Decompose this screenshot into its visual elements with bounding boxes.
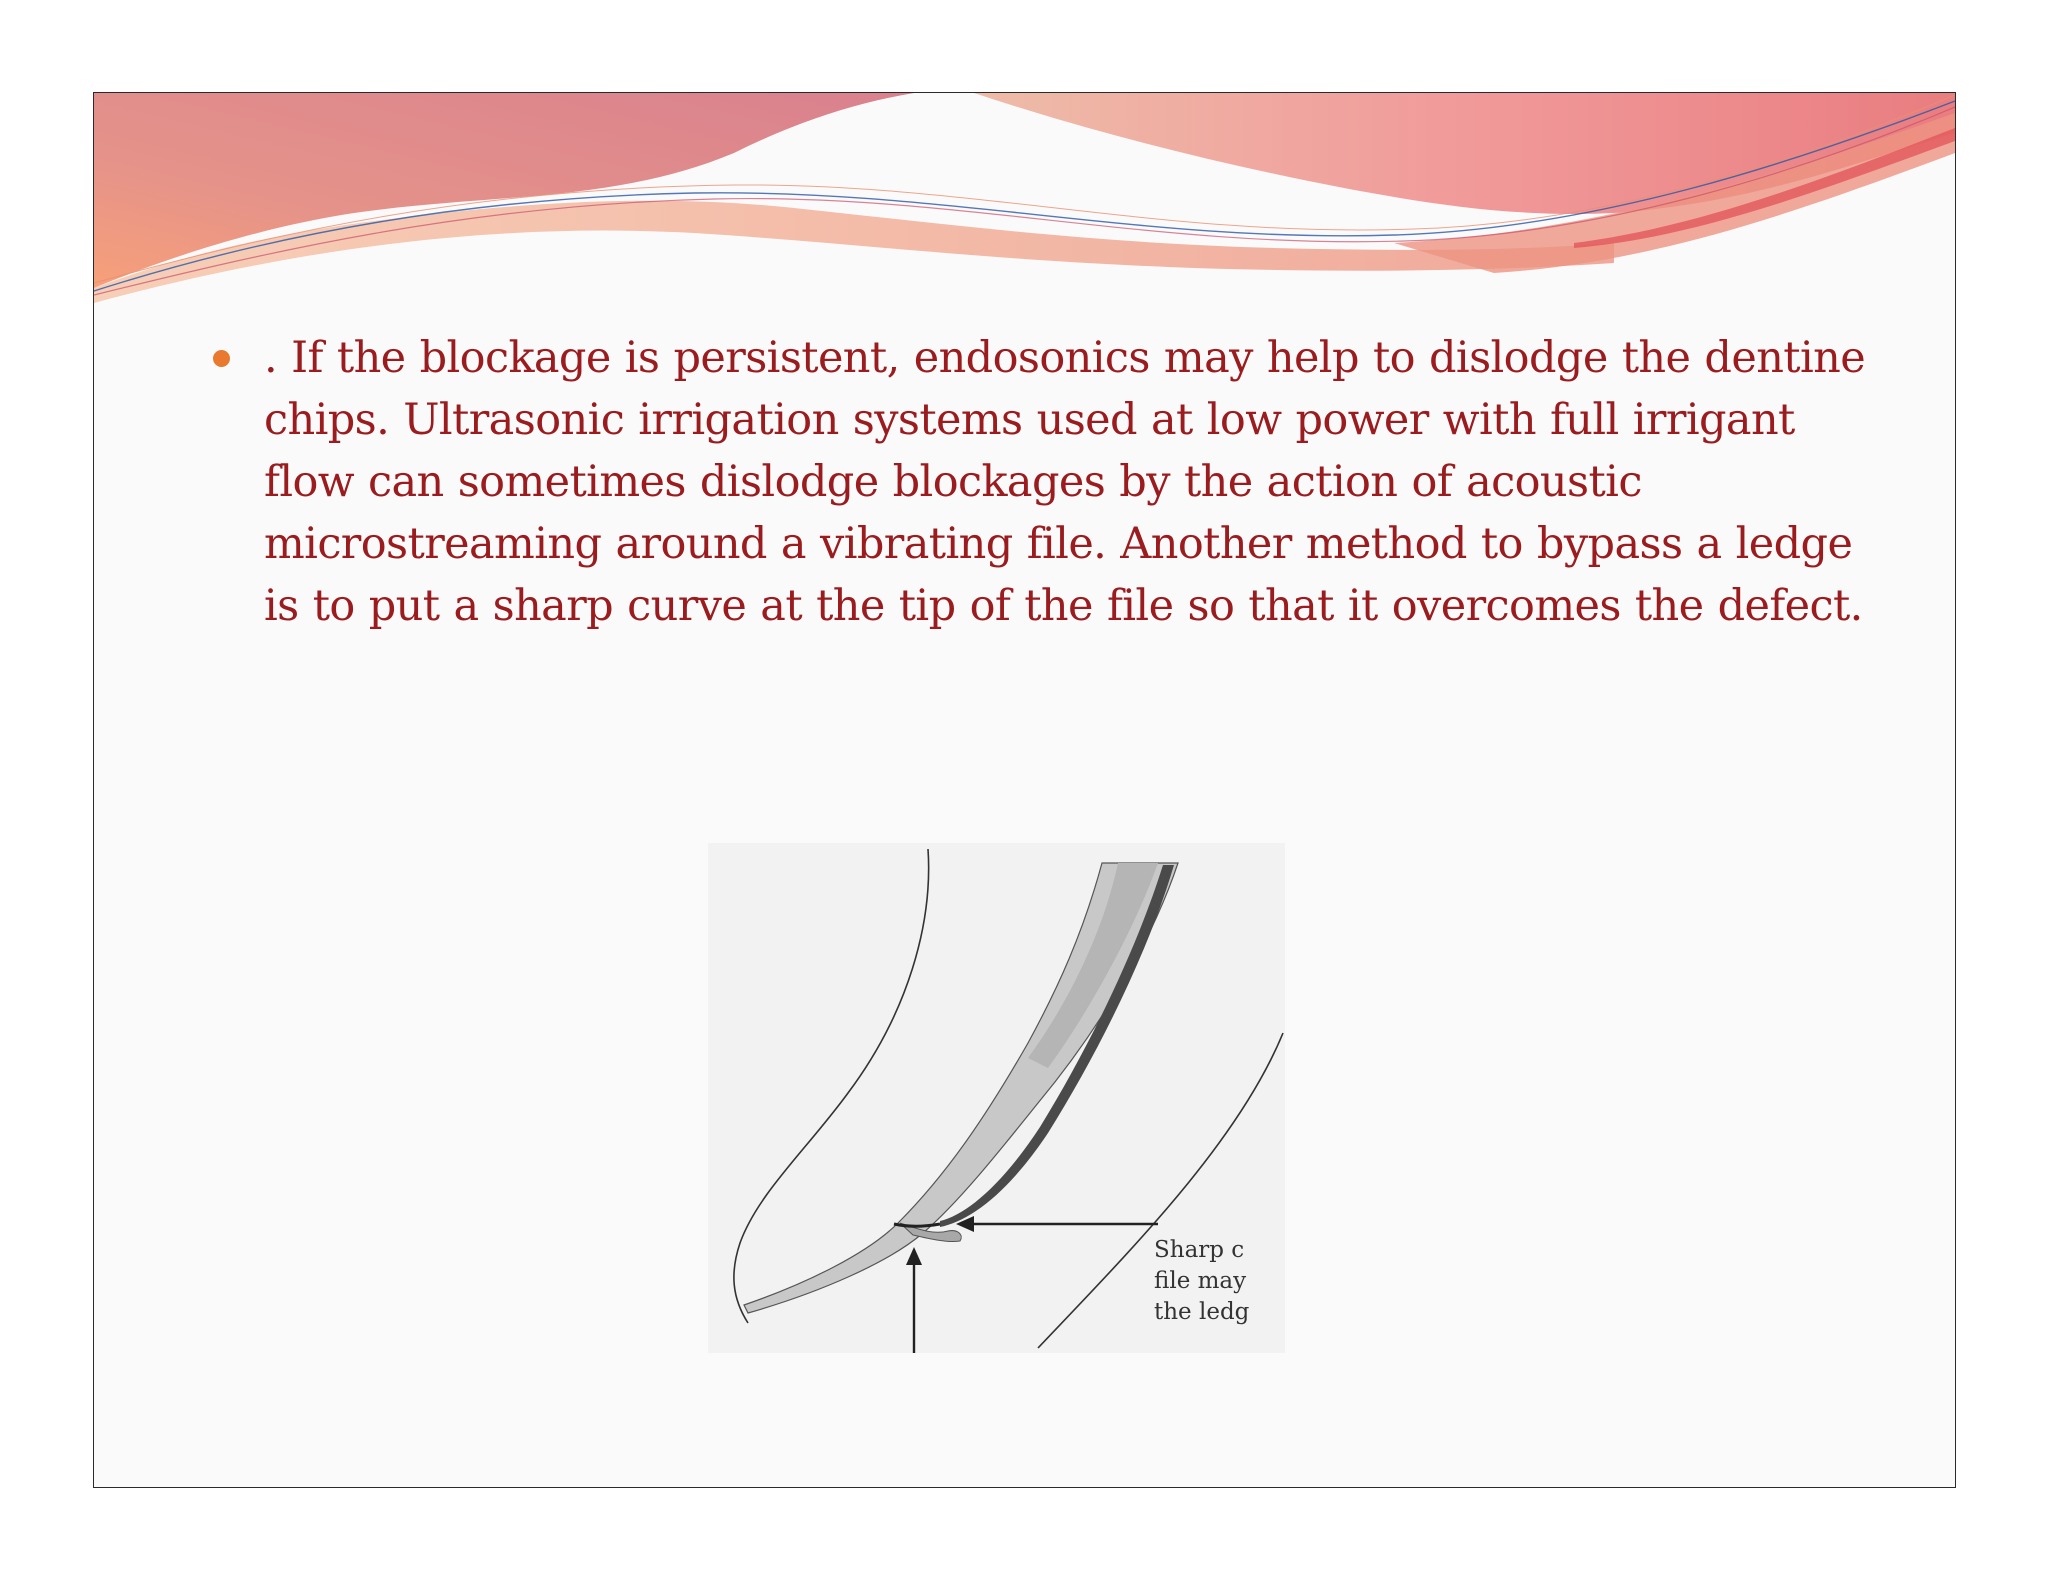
- figure-label-line: Sharp c: [1154, 1237, 1245, 1263]
- figure-callout-label: [1154, 1235, 1285, 1335]
- bullet-item: [206, 327, 1886, 637]
- header-wave-decoration: [94, 93, 1955, 323]
- figure-label-line: file may: [1154, 1268, 1247, 1294]
- bullet-text: . If the blockage is persistent, endosonics may help to dislodge the dentine chips. Ultrasonic irrigation systems used at low power with full irrigant flow can sometimes dislodge blockages by the action of acoustic microstreaming around a vibrating file. Another method to bypass a ledge is to put a sharp curve at the tip of the file so that it overcomes the defect.: [264, 333, 1866, 631]
- bullet-list: [206, 327, 1886, 637]
- ledge-bypass-figure: [708, 843, 1285, 1353]
- slide: [93, 92, 1956, 1488]
- bullet-dot-icon: [213, 350, 230, 367]
- figure-label-line: the ledg: [1154, 1299, 1250, 1325]
